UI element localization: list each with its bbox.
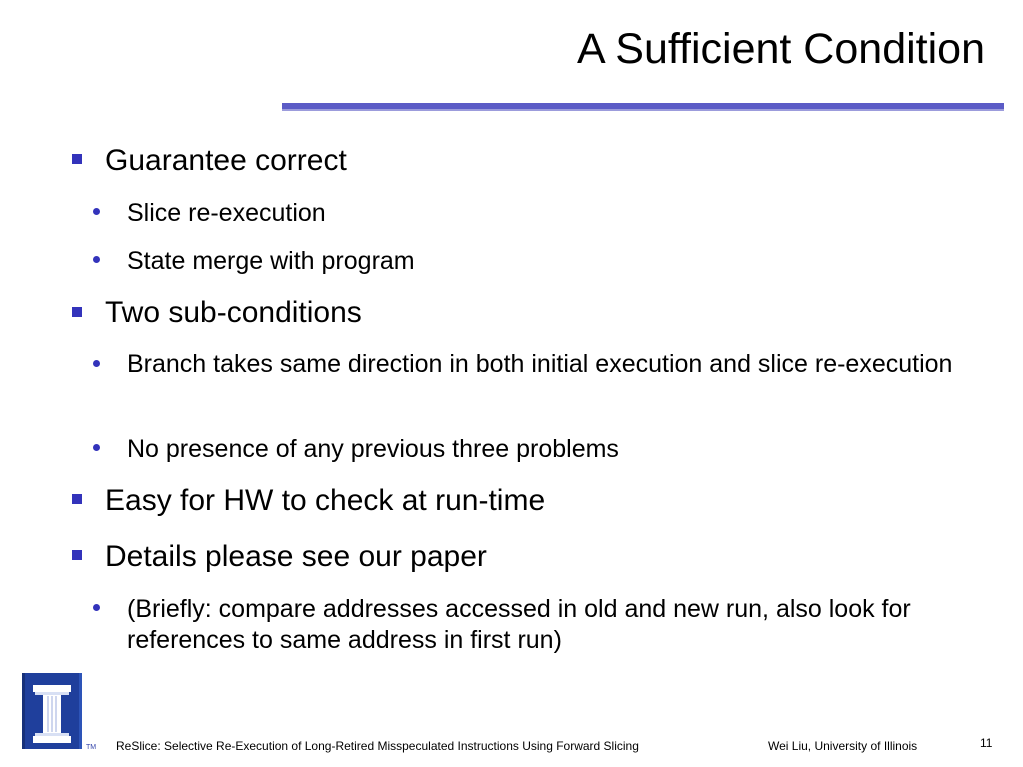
square-bullet-icon	[72, 550, 82, 560]
square-bullet-icon	[72, 307, 82, 317]
dot-bullet-icon	[93, 208, 100, 215]
sub-bullet-item: (Briefly: compare addresses accessed in old and new run, also look for references to same address in first run)	[127, 595, 911, 654]
sub-bullet-item: Slice re-execution	[127, 199, 326, 227]
bullet-item: Details please see our paper	[105, 540, 487, 573]
university-of-illinois-i-logo-icon	[22, 673, 82, 749]
footer-caption: ReSlice: Selective Re-Execution of Long-Retired Misspeculated Instructions Using Forward Slicing	[116, 739, 639, 753]
square-bullet-icon	[72, 494, 82, 504]
footer-author: Wei Liu, University of Illinois	[768, 739, 918, 753]
slide-title: A Sufficient Condition	[577, 25, 985, 73]
square-bullet-icon	[72, 154, 82, 164]
dot-bullet-icon	[93, 444, 100, 451]
sub-bullet-item: State merge with program	[127, 247, 415, 275]
sub-bullet-item: Branch takes same direction in both initial execution and slice re-execution	[127, 350, 953, 378]
dot-bullet-icon	[93, 604, 100, 611]
logo-graphic	[25, 673, 79, 749]
page-number: 11	[980, 736, 993, 750]
sub-bullet-item: No presence of any previous three problems	[127, 435, 619, 463]
dot-bullet-icon	[93, 256, 100, 263]
bullet-item: Guarantee correct	[105, 144, 347, 177]
bullet-item: Two sub-conditions	[105, 296, 362, 329]
bullet-item: Easy for HW to check at run-time	[105, 484, 546, 517]
trademark-label: TM	[86, 744, 97, 751]
dot-bullet-icon	[93, 360, 100, 367]
